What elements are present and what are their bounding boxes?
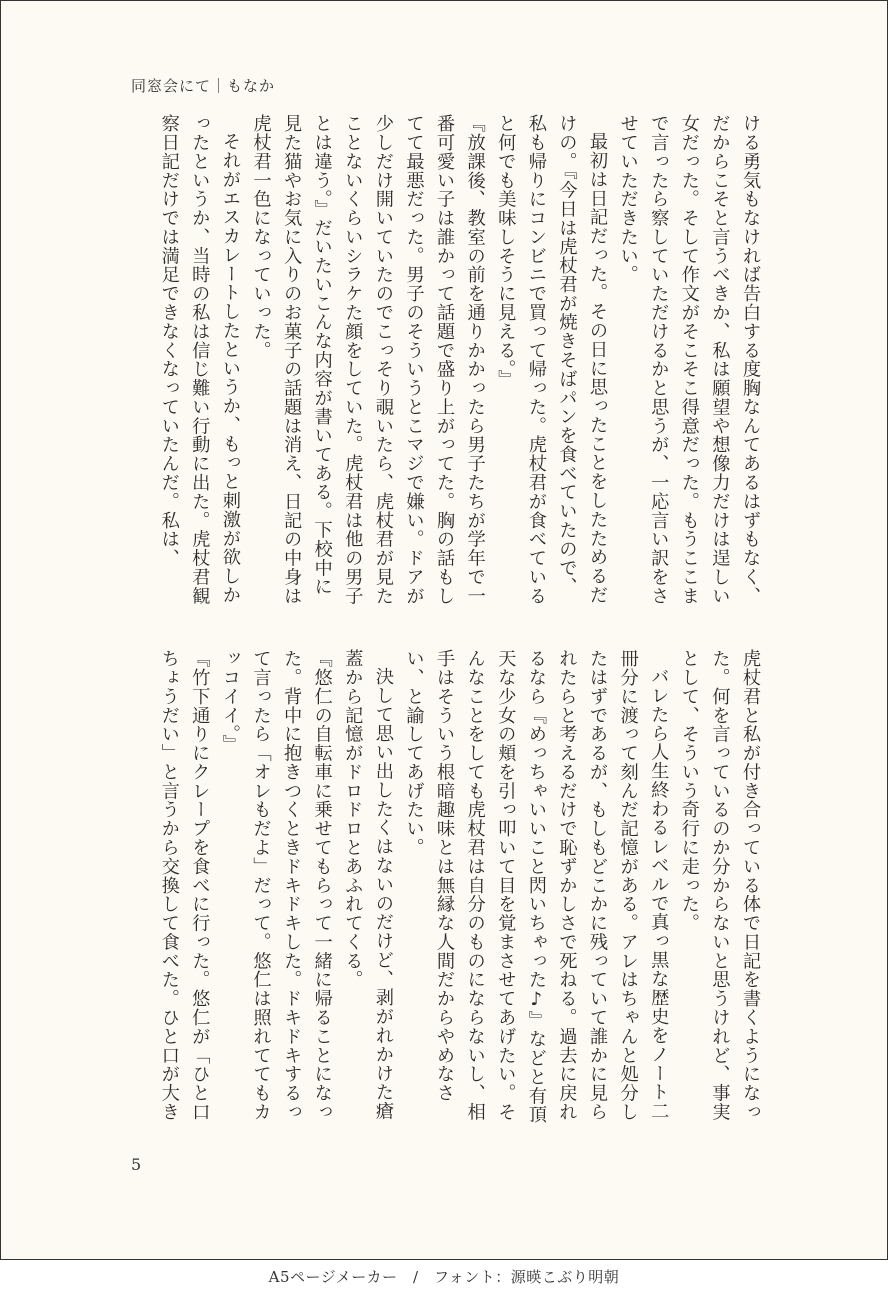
paragraph: それがエスカレートしたというか、もっと刺激が欲しかったというか、当時の私は信じ難い行動に出た。虎杖君観察日記だけでは満足できなくなっていたんだ。私は、 [158,114,241,606]
paragraph: 決して思い出したくはないのだけど、剥がれかけた瘡蓋から記憶がドロドロとあふれてくる。 [342,649,394,1121]
paragraph: 『放課後、教室の前を通りかかったら男子たちが学年で一番可愛い子は誰かって話題で盛り上がってた。胸の話もしてて最悪だった。男子のそういうとこマジで嫌い。ドアが少しだけ開いていたのでこっそり覗いたら、虎杖君が見たことないくらいシラケた顔をしていた。虎杖君は他の男子とは違う。』だいたいこんな内容が書いてある。下校中に見た猫やお気に入りのお菓子の話題は消え、日記の中身は虎杖君一色になっていった。 [250,114,486,606]
paragraph: 最初は日記だった。その日に思ったことをしたためるだけの。『今日は虎杖君が焼きそばパンを食べていたので、私も帰りにコンビニで買って帰った。虎杖君が食べていると何でも美味しそうに見える。』 [495,114,609,606]
text-block-top [129,114,765,612]
footer-credit: A5ページメーカー / フォント：源暎こぶり明朝 [268,1268,620,1286]
paragraph: 『悠仁の自転車に乗せてもらって一緒に帰ることになった。背中に抱きつくときドキドキした。ドキドキするって言ったら「オレもだよ」だって。悠仁は照れててもカッコイイ。』 [219,649,333,1122]
text-block-bottom [129,649,765,1137]
paragraph: ける勇気もなければ告白する度胸なんてあるはずもなく、だからこそと言うべきか、私は願望や想像力だけは逞しい女だった。そして作文がそこそこ得意だった。もうここまで言ったら察していただけるかと思うが、一応言い訳をさせていただきたい。 [617,114,761,606]
paragraph: 虎杖君と私が付き合っている体で日記を書くようになった。何を言っているのか分からないと思うけれど、事実として、そういう奇行に走った。 [678,649,761,1122]
paragraph: 『竹下通りにクレープを食べに行った。悠仁が「ひと口ちょうだい」と言うから交換して食べた。ひと口が大き [158,649,211,1122]
running-header: 同窓会にて｜もなか [131,77,276,95]
page-number: 5 [131,1155,142,1174]
paragraph: バレたら人生終わるレベルで真っ黒な歴史をノート二冊分に渡って刻んだ記憶がある。アレはちゃんと処分したはずであるが、もしもどこかに残っていて誰かに見られたらと考えるだけで恥ずかしさで死ねる。過去に戻れるなら『めっちゃいいこと閃いちゃった♪』などと有頂天な少女の頬を引っ叩いて目を覚まさせてあげたい。そんなことをしても虎杖君は自分のものにならないし、相手はそういう根暗趣味とは無縁な人間だからやめなさい、と諭してあげたい。 [403,649,670,1124]
